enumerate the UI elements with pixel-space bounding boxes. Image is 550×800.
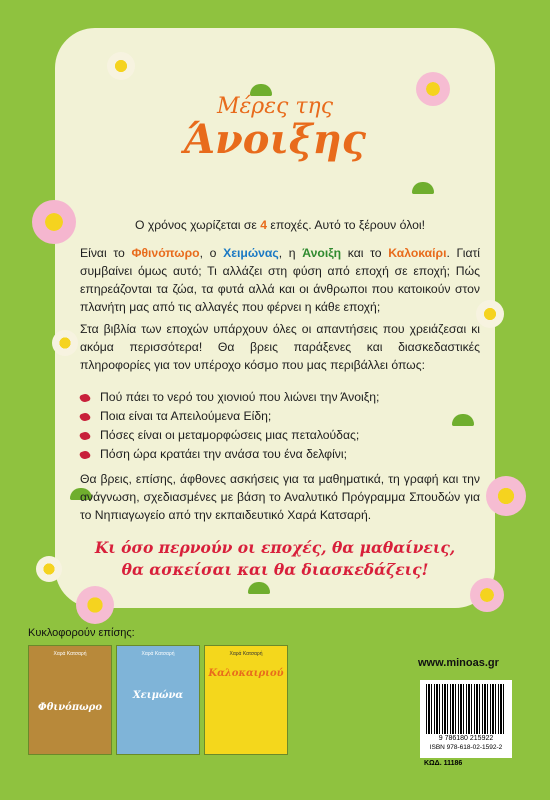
intro-number: 4 [260,218,268,232]
flower-icon [52,330,78,356]
website-link[interactable]: www.minoas.gr [418,657,499,669]
book-summer [204,645,288,755]
flower-icon [32,200,76,244]
book-title: Καλοκαιριού [208,668,284,679]
isbn-text: ISBN 978-618-02-1592-2 [429,744,503,751]
season-spring: Άνοιξη [302,246,342,260]
intro-pre: Ο χρόνος χωρίζεται σε [134,218,261,232]
book-author: Χαρά Κατσαρή [141,651,175,657]
bullet-item [80,409,271,423]
flower-icon [76,586,114,624]
flower-icon [470,578,504,612]
tagline-line-1: Κι όσο περνούν οι εποχές, θα μαθαίνεις, [94,538,456,557]
leaf-icon [412,182,434,194]
intro-text [80,216,480,234]
paragraph-3: Θα βρεις, επίσης, άφθονες ασκήσεις για τα μαθηματικά, τη γραφή και την ανάγνωση, σχεδιασμένες με βάση το Αναλυτικό Πρόγραμμα Σπουδών για το Νηπιαγωγείο από την εκπαιδευτικό Χαρά Κατσαρή. [80,472,480,522]
also-available-label: Κυκλοφορούν επίσης: [28,627,135,639]
book-title: Φθινόπωρο [38,702,102,713]
season-autumn: Φθινόπωρο [131,246,200,260]
barcode-number: 9 786180 215922 [438,735,494,742]
p1-sep-1: , ο [199,246,224,260]
book-title: Χειμώνα [132,690,184,701]
tagline-line-2: θα ασκείσαι και θα διασκεδάζεις! [121,560,429,579]
bullet-item [80,428,359,442]
bullet-text: Ποια είναι τα Απειλούμενα Είδη; [100,409,272,423]
bullet-text: Πόσες είναι οι μεταμορφώσεις μιας πεταλούδας; [100,428,360,442]
p1-post: . Γιατί συμβαίνει όμως αυτό; Τι αλλάζει στη φύση από εποχή σε εποχή; Πώς επηρεάζονται τα ζώα, τα φυτά αλλά και οι άνθρωποι που κατοικούν στον πλανήτη μας από τις αλλαγές που φέρνει η κάθε εποχή; [80,246,481,314]
p1-sep-2: , η [278,246,303,260]
paragraph-2: Στα βιβλία των εποχών υπάρχουν όλες οι απαντήσεις που χρειάζεσαι κι ακόμα περισσότερα! Θα βρεις παράξενες και διασκεδαστικές πληροφορίες για τον υπέροχο κόσμο που μας περιβάλλει όπως: [80,322,480,372]
barcode [420,680,512,758]
intro-post: εποχές. Αυτό το ξέρουν όλοι! [267,218,425,232]
leaf-bullet-icon [79,392,91,403]
season-winter: Χειμώνας [223,246,279,260]
book-winter [116,645,200,755]
p1-sep-3: και το [341,246,389,260]
product-code: ΚΩΔ. 11186 [424,760,463,767]
bullet-text: Πόση ώρα κρατάει την ανάσα του ένα δελφίνι; [100,447,347,461]
title-line-2: Άνοιξης [184,116,366,163]
flower-icon [476,300,504,328]
bullet-item [80,447,347,461]
book-author: Χαρά Κατσαρή [229,651,263,657]
leaf-icon [452,414,474,426]
book-author: Χαρά Κατσαρή [53,651,87,657]
leaf-bullet-icon [79,411,91,422]
book-autumn [28,645,112,755]
title-line-1: Μέρες της [216,94,334,119]
season-summer: Καλοκαίρι [388,246,447,260]
leaf-bullet-icon [79,449,91,460]
flower-icon [486,476,526,516]
leaf-icon [248,582,270,594]
bullet-text: Πού πάει το νερό του χιονιού που λιώνει την Άνοιξη; [100,390,380,404]
flower-icon [107,52,135,80]
paragraph-1 [80,244,480,316]
barcode-bars [426,684,506,734]
leaf-bullet-icon [79,430,91,441]
p1-pre: Είναι το [80,246,132,260]
bullet-item [80,390,379,404]
